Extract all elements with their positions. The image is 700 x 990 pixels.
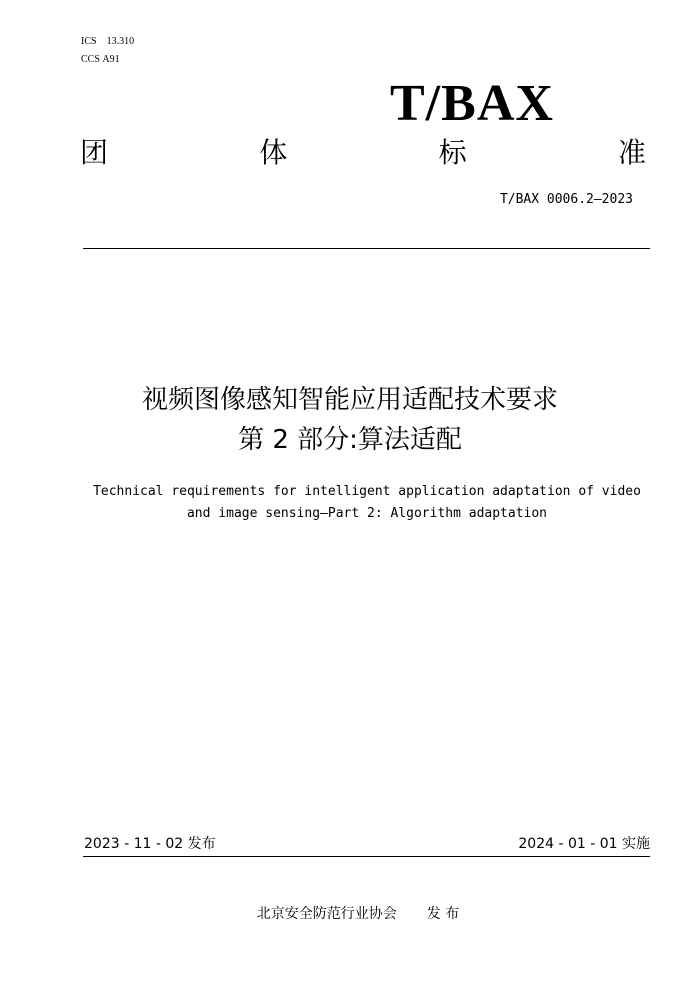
issuer bbox=[0, 905, 700, 923]
standard-type bbox=[80, 136, 646, 172]
ccs-value: A91 bbox=[102, 54, 120, 65]
ccs-label: CCS bbox=[81, 54, 100, 65]
issuer-organization: 北京安全防范行业协会 bbox=[256, 906, 397, 922]
ics-label: ICS bbox=[81, 36, 97, 47]
title-zh-line2: 第 2 部分:算法适配 bbox=[238, 425, 462, 455]
organization-logo: T/BAX bbox=[390, 75, 554, 132]
ccs-code bbox=[81, 54, 120, 66]
issue-date: 2023 - 11 - 02 发布 bbox=[84, 836, 216, 852]
title-en-line2: and image sensing—Part 2: Algorithm adaptation bbox=[186, 506, 548, 521]
standard-type-char: 团 bbox=[80, 136, 109, 169]
implementation-date: 2024 - 01 - 01 实施 bbox=[518, 836, 650, 852]
standard-type-char: 体 bbox=[259, 136, 288, 169]
top-divider bbox=[83, 248, 650, 249]
ics-value: 13.310 bbox=[106, 36, 135, 47]
standard-type-char: 准 bbox=[617, 136, 646, 169]
standard-type-char: 标 bbox=[438, 136, 467, 169]
bottom-divider bbox=[83, 856, 650, 857]
standard-number: T/BAX 0006.2—2023 bbox=[499, 192, 633, 207]
ics-code bbox=[81, 36, 134, 48]
title-zh-line1: 视频图像感知智能应用适配技术要求 bbox=[141, 385, 558, 415]
issuer-action: 发 布 bbox=[426, 906, 460, 922]
title-en-line1: Technical requirements for intelligent application adaptation of video bbox=[93, 484, 641, 499]
